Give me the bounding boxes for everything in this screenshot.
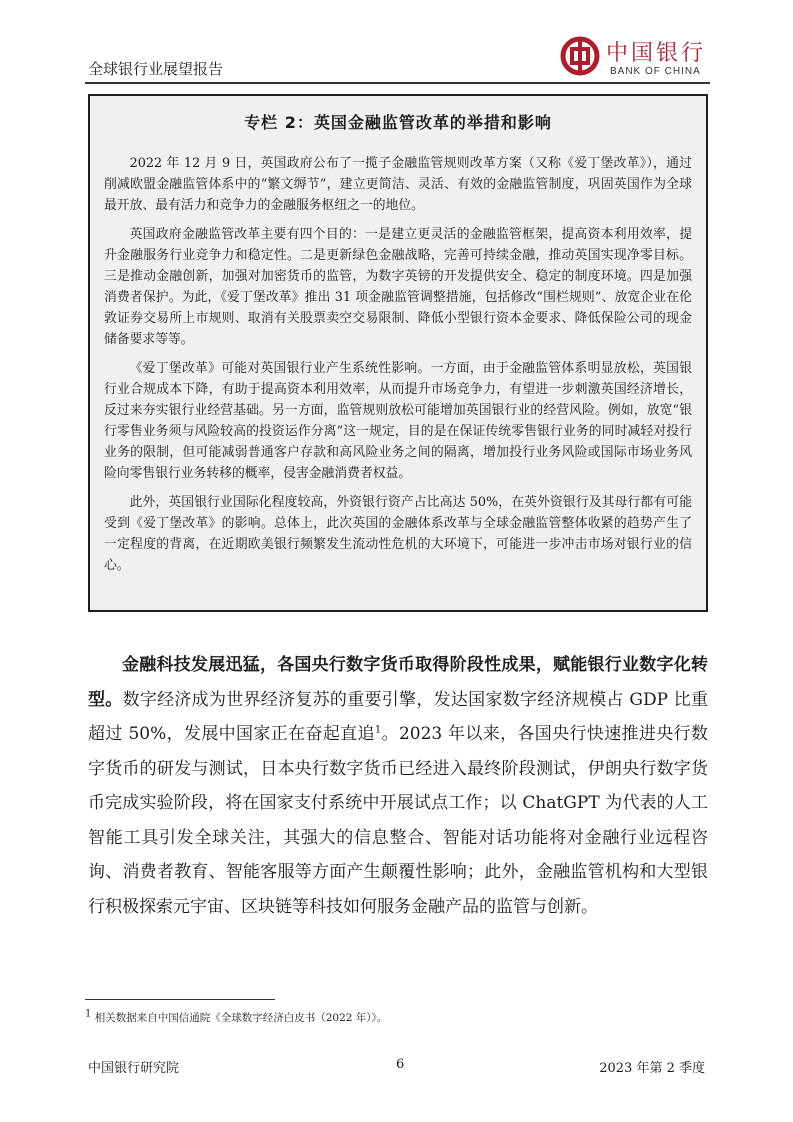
footnote-divider bbox=[85, 999, 275, 1000]
logo-english-text: BANK OF CHINA bbox=[610, 66, 701, 77]
footnote bbox=[85, 1010, 387, 1025]
header-divider bbox=[85, 82, 710, 84]
box-paragraph: 此外，英国银行业国际化程度较高，外资银行资产占比高达 50%，在英外资银行及其母行都有可能受到《爱丁堡改革》的影响。总体上，此次英国的金融体系改革与全球金融监管整体收紧的趋势产生了一定程度的背离，在近期欧美银行频繁发生流动性危机的大环境下，可能进一步冲击市场对银行业的信心。 bbox=[104, 495, 692, 573]
main-paragraph bbox=[88, 648, 708, 924]
main-body bbox=[88, 648, 708, 924]
logo-chinese-text: 中国银行 bbox=[606, 41, 707, 66]
body-text-continued: 。2023 年以来，各国央行快速推进央行数字货币的研发与测试，日本央行数字货币已经进入最终阶段测试，伊朗央行数字货币完成实验阶段，将在国家支付系统中开展试点工作；以 ChatGPT 为代表的人工智能工具引发全球关注，其强大的信息整合、智能对话功能将对金融行业远程咨询、消费者教育、智能客服等方面产生颠覆性影响；此外，金融监管机构和大型银行积极探索元宇宙、区块链等科技如何服务金融产品的监管与创新。 bbox=[88, 724, 708, 917]
footnote-number: 1 bbox=[85, 1008, 92, 1020]
report-title: 全球银行业展望报告 bbox=[88, 60, 224, 78]
footer-institute: 中国银行研究院 bbox=[88, 1061, 180, 1076]
box-paragraph: 2022 年 12 月 9 日，英国政府公布了一揽子金融监管规则改革方案（又称《爱丁堡改革》），通过削减欧盟金融监管体系中的“繁文缛节”，建立更简洁、灵活、有效的金融监管制度，巩固英国作为全球最开放、最有活力和竞争力的金融服务枢纽之一的地位。 bbox=[104, 156, 692, 213]
page-number: 6 bbox=[396, 1057, 405, 1072]
box-title: 专栏 2：英国金融监管改革的举措和影响 bbox=[244, 113, 552, 132]
bank-of-china-emblem-icon bbox=[560, 36, 600, 76]
box-paragraph: 英国政府金融监管改革主要有四个目的：一是建立更灵活的金融监管框架，提高资本利用效率，提升金融服务行业竞争力和稳定性。二是更新绿色金融战略，完善可持续金融，推动英国实现净零目标。三是推动金融创新，加强对加密货币的监管，为数字英镑的开发提供安全、稳定的制度环境。四是加强消费者保护。为此，《爱丁堡改革》推出 31 项金融监管调整措施，包括修改“围栏规则”、放宽企业在伦敦证券交易所上市规则、取消有关股票卖空交易限制、降低小型银行资本金要求、降低保险公司的现金储备要求等等。 bbox=[104, 227, 692, 347]
bank-logo bbox=[560, 36, 710, 82]
footnote-marker[interactable]: 1 bbox=[374, 724, 382, 736]
special-column-box bbox=[88, 94, 708, 612]
box-paragraph: 《爱丁堡改革》可能对英国银行业产生系统性影响。一方面，由于金融监管体系明显放松，英国银行业合规成本下降，有助于提高资本利用效率，从而提升市场竞争力，有望进一步刺激英国经济增长，反过来夯实银行业经营基础。另一方面，监管规则放松可能增加英国银行业的经营风险。例如，放宽“银行零售业务须与风险较高的投资运作分离”这一规定，目的是在保证传统零售银行业务的同时减轻对投行业务的限制，但可能减弱普通客户存款和高风险业务之间的隔离，增加投行业务风险或国际市场业务风险向零售银行业务转移的概率，侵害金融消费者权益。 bbox=[104, 361, 692, 481]
footnote-text: 相关数据来自中国信通院《全球数字经济白皮书（2022 年）》。 bbox=[94, 1012, 388, 1024]
footer-period: 2023 年第 2 季度 bbox=[599, 1061, 705, 1076]
body-text: 数字经济成为世界经济复苏的重要引擎，发达国家数字经济规模占 GDP 比重超过 50%，发展中国家正在奋起直追 bbox=[88, 689, 708, 744]
lead-sentence: 金融科技发展迅猛，各国央行数字货币取得阶段性成果，赋能银行业数字化转型。 bbox=[88, 655, 708, 710]
